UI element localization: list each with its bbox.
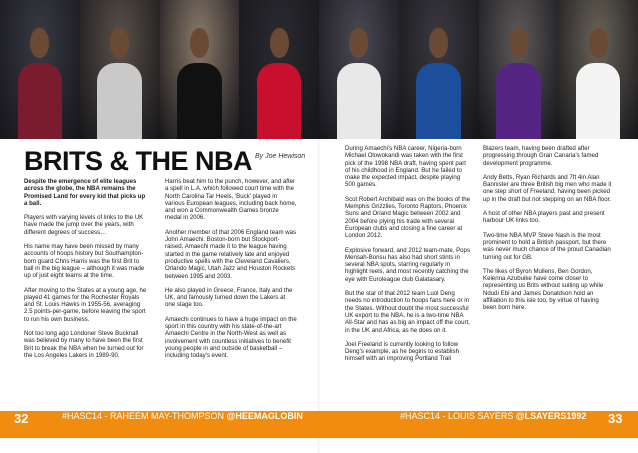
player-head	[349, 28, 368, 59]
player-jersey	[337, 63, 382, 139]
player-photo	[399, 0, 479, 139]
player-photo	[80, 0, 160, 139]
player-head	[429, 28, 448, 59]
article-title: BRITS & THE NBA	[24, 146, 252, 176]
player-jersey	[18, 63, 63, 139]
paragraph: Two-time NBA MVP Steve Nash is the most prominent to hold a British passport, but there was never much chance of the proud Canadian turning out for GB.	[483, 231, 611, 261]
page-footer	[0, 411, 638, 438]
player-photo	[319, 0, 399, 139]
player-photo	[239, 0, 319, 139]
player-photo	[558, 0, 638, 139]
player-head	[190, 28, 209, 59]
column-3	[345, 145, 471, 370]
page-number-left: 32	[14, 411, 29, 426]
paragraph: His name may have been missed by many accounts of hoops history but Southampton-born guard Chris Harris was the first Brit to ball in the big league – although it was made up of just eight teams at the time.	[24, 243, 145, 280]
column-2	[165, 178, 297, 367]
player-jersey	[576, 63, 621, 139]
paragraph: After moving to the States at a young age, he played 41 games for the Rochester Royals and St. Louis Hawks in 1955-56, averaging 2.5 points-per-game, before leaving the sport to run his own business.	[24, 286, 147, 323]
paragraph: Harris beat him to the punch, however, and after a spell in L.A. which followed court time with the North Carolina Tar Heels, 'Buck' played in various European leagues, including back home, and won a Commonwealth Games bronze medal in 2006.	[165, 178, 297, 222]
player-jersey	[496, 63, 541, 139]
paragraph: He also played in Greece, France, Italy and the UK, and famously turned down the Lakers at one stage too.	[165, 286, 293, 309]
page-number-right: 33	[608, 411, 623, 426]
column-1	[24, 178, 148, 366]
player-photo	[479, 0, 559, 139]
footer-credit-right	[400, 411, 586, 438]
column-4	[483, 145, 613, 319]
paragraph: Another member of that 2006 England team was John Amaechi. Boston-born but Stockport-raised, Amaechi made it to the league having started in the game relatively late and enjoyed productive spells with the Cleveland Cavaliers, Orlando Magic, Utah Jazz and Houston Rockets between 1995 and 2003.	[165, 228, 297, 280]
paragraph: Scot Robert Archibald was on the books of the Memphis Grizzlies, Toronto Raptors, Phoenix Suns and Orland Magic between 2002 and 2004 before plying his trade with several European clubs and closing a fine career at London 2012.	[345, 195, 470, 240]
footer-credit-left-text: #HASC14 - RAHEEM MAY-THOMPSON	[62, 411, 225, 421]
paragraph: Explosive forward, and 2012 team-mate, Pops Mensah-Bonsu has also had short stints in several NBA spots, starring regularly in highlight reels, and most recently catching the eye with Euroleague club Galatasary.	[345, 246, 470, 283]
paragraph: Blazers team, having been drafted after progressing through Gran Canaria's famed development programme.	[483, 145, 599, 167]
player-head	[589, 28, 608, 59]
paragraph: But the star of that 2012 team Luol Deng needs no introduction to hoops fans here or in the States. Without doubt the most successful UK export to the NBA, he is a two-time NBA All-Star and has as big an impact off the court, in the UK and Africa, as he does on it.	[345, 290, 470, 334]
footer-handle-right[interactable]: @LSAYERS1992	[515, 411, 587, 421]
footer-credit-left	[62, 411, 303, 438]
player-head	[110, 28, 129, 59]
paragraph: Andy Betts, Ryan Richards and 7ft 4in Alan Bannister are three British big men who made it one step short of Freeland, having been picked up in the draft but not stepping on an NBA floor.	[483, 173, 612, 203]
paragraph: Joel Freeland is currently looking to follow Deng's example, as he begins to establish himself with an improving Portland Trail	[345, 340, 459, 363]
footer-credit-right-text: #HASC14 - LOUIS SAYERS	[400, 411, 514, 421]
article-byline: By Joe Hewison	[255, 153, 306, 160]
paragraph: Not too long ago Londoner Steve Bucknall was believed by many to have been the first Brit to break the NBA when he turned out for the Los Angeles Lakers in 1989-90.	[24, 330, 144, 359]
paragraph: The likes of Byron Mullens, Ben Gordon, Kelenna Azubuike have come closer to representing us Brits without suiting up while Ndudi Ebi and James Donaldson hold an affiliation to this isle too, by virtue of having been born here.	[483, 267, 604, 312]
player-photo	[160, 0, 240, 139]
player-jersey	[257, 63, 302, 139]
lead-paragraph: Despite the emergence of elite leagues across the globe, the NBA remains the Promised Land for every kid that picks up a ball.	[24, 178, 146, 207]
player-head	[509, 28, 528, 59]
player-photo	[0, 0, 80, 139]
paragraph: Players with varying levels of links to the UK have made the jump over the years, with different degrees of success…	[24, 214, 144, 236]
paragraph: Amaechi continues to have a huge impact on the sport in this country with his state-of-the-art Amaechi Centre in the North-West as well as involvement with countless initiatives to benefit young people in and outside of basketball – including today's event.	[165, 315, 297, 360]
player-head	[270, 28, 289, 59]
player-jersey	[97, 63, 142, 139]
paragraph: A host of other NBA players past and present harbour UK links too.	[483, 210, 605, 225]
footer-handle-left[interactable]: @HEEMAGLOBIN	[226, 411, 303, 421]
player-jersey	[177, 63, 222, 139]
player-head	[30, 28, 49, 59]
paragraph: During Amaechi's NBA career, Nigeria-born Michael Olowokandi was taken with the first pick of the 1998 NBA draft, having spent part of his childhood in England. But he failed to make the expected impact, despite playing 500 games.	[345, 145, 466, 189]
player-jersey	[416, 63, 461, 139]
page-gutter	[318, 0, 320, 453]
